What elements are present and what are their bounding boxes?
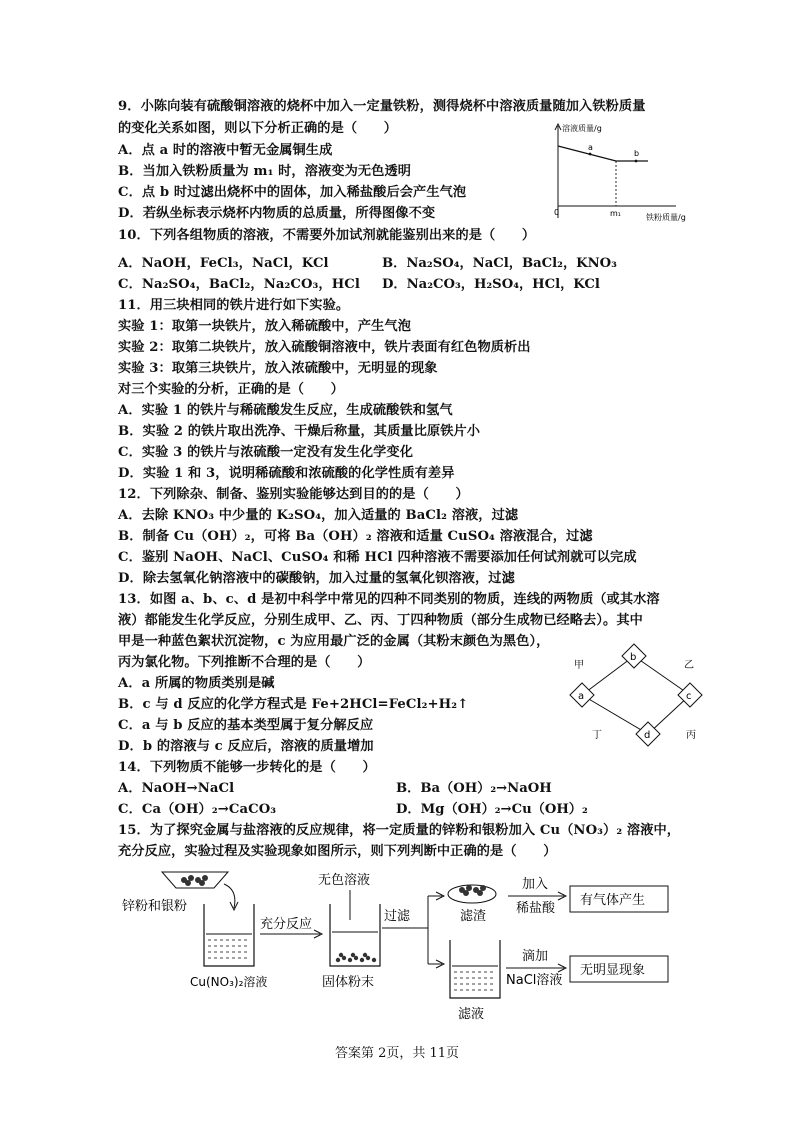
residue-dish (448, 885, 496, 903)
q12-option-b: B．制备 Cu（OH）₂，可将 Ba（OH）₂ 溶液和适量 CuSO₄ 溶液混合，过滤 (118, 529, 593, 544)
q13-option-b: B．c 与 d 反应的化学方程式是 Fe+2HCl=FeCl₂+H₂↑ (118, 697, 469, 712)
q11-stem2: 对三个实验的分析，正确的是（ ） (118, 382, 344, 397)
drop-label: 滴加 (522, 949, 549, 964)
pour-arrow (224, 884, 235, 908)
q10-option-d: D．Na₂CO₃，H₂SO₄，HCl，KCl (382, 277, 600, 292)
acid-label: 稀盐酸 (516, 901, 556, 916)
q13-stem-line1: 13．如图 a、b、c、d 是初中科学中常见的四种不同类别的物质，连线的两物质（或其水溶 (118, 592, 660, 607)
product-jia: 甲 (574, 660, 584, 671)
point-b-label: b (634, 149, 640, 158)
colorless-label: 无色溶液 (318, 873, 371, 888)
q9-mass-graph (548, 118, 694, 224)
no-change-result: 无明显现象 (580, 963, 646, 978)
node-b-label: b (630, 652, 637, 663)
residue-label: 滤渣 (460, 909, 487, 924)
point-b-dot (635, 160, 638, 163)
q11-option-d: D．实验 1 和 3，说明稀硫酸和浓硫酸的化学性质有差异 (118, 466, 455, 481)
q9-option-b: B．当加入铁粉质量为 m₁ 时，溶液变为无色透明 (118, 164, 412, 179)
point-a-dot (589, 153, 592, 156)
q10-option-c: C．Na₂SO₄，BaCl₂，Na₂CO₃，HCl (118, 277, 360, 292)
beaker-3-liquid (454, 972, 496, 990)
q11-option-a: A．实验 1 的铁片与稀硫酸发生反应，生成硫酸铁和氢气 (118, 403, 453, 418)
q10-option-b: B．Na₂SO₄，NaCl，BaCl₂，KNO₃ (382, 256, 617, 271)
q12-option-c: C．鉴别 NaOH、NaCl、CuSO₄ 和稀 HCl 四种溶液不需要添加任何试剂就可以完成 (118, 550, 637, 565)
q13-stem-line2: 液）都能发生化学反应，分别生成甲、乙、丙、丁四种物质（部分生成物已经略去）。其中 (118, 613, 643, 628)
q9-option-a: A．点 a 时的溶液中暂无金属铜生成 (118, 143, 333, 158)
q11-exp1: 实验 1：取第一块铁片，放入稀硫酸中，产生气泡 (118, 319, 412, 334)
q10-stem: 10．下列各组物质的溶液，不需要外加试剂就能鉴别出来的是（ ） (118, 228, 536, 243)
q13-option-c: C．a 与 b 反应的基本类型属于复分解反应 (118, 718, 374, 733)
q15-stem-line2: 充分反应，实验过程及实验现象如图所示，则下列判断中正确的是（ ） (118, 844, 557, 859)
product-yi: 乙 (684, 660, 694, 671)
page-footer: 答案第 2页，共 11页 (334, 1046, 460, 1061)
link-b-c (634, 656, 690, 695)
q14-option-a: A．NaOH→NaCl (118, 781, 235, 796)
solid-label: 固体粉末 (322, 975, 375, 990)
q11-exp3: 实验 3：取第三块铁片，放入浓硫酸中，无明显的现象 (118, 361, 438, 376)
gas-result: 有气体产生 (580, 893, 646, 908)
q13-stem-line4: 丙为氯化物。下列推断不合理的是（ ） (118, 655, 371, 670)
q12-option-d: D．除去氢氧化钠溶液中的碳酸钠，加入过量的氢氧化钡溶液，过滤 (118, 571, 515, 586)
q13-option-a: A．a 所属的物质类别是碱 (118, 676, 275, 691)
q11-exp2: 实验 2：取第二块铁片，放入硫酸铜溶液中，铁片表面有红色物质析出 (118, 340, 531, 355)
node-c-label: c (686, 691, 692, 702)
q11-stem: 11．用三块相同的铁片进行如下实验。 (118, 298, 350, 313)
product-bing: 丙 (686, 730, 696, 741)
solid-powder-icon (336, 953, 376, 962)
beaker-1 (204, 904, 254, 966)
q9-stem-line1: 9．小陈向装有硫酸铜溶液的烧杯中加入一定量铁粉，测得烧杯中溶液质量随加入铁粉质量 (118, 99, 646, 114)
y-axis-label: 溶液质量/g (562, 124, 602, 133)
q13-option-d: D．b 的溶液与 c 反应后，溶液的质量增加 (118, 739, 374, 754)
link-a-d (582, 695, 648, 734)
q14-option-b: B．Ba（OH）₂→NaOH (396, 781, 552, 796)
q9-option-c: C．点 b 时过滤出烧杯中的固体，加入稀盐酸后会产生气泡 (118, 185, 467, 200)
product-ding: 丁 (592, 730, 602, 741)
q14-stem: 14．下列物质不能够一步转化的是（ ） (118, 760, 376, 775)
q10-option-a: A．NaOH，FeCl₃，NaCl，KCl (118, 256, 329, 271)
filter-label: 过滤 (384, 909, 411, 924)
origin-label: 0 (554, 208, 560, 217)
m1-label: m₁ (610, 209, 621, 218)
q11-option-c: C．实验 3 的铁片与浓硫酸一定没有发生化学变化 (118, 445, 414, 460)
q15-stem-line1: 15．为了探究金属与盐溶液的反应规律，将一定质量的锌粉和银粉加入 Cu（NO₃）₂ 溶液中， (118, 823, 681, 838)
x-axis-label: 铁粉质量/g (646, 213, 686, 222)
q13-stem-line3: 甲是一种蓝色絮状沉淀物，c 为应用最广泛的金属（其粉末颜色为黑色）， (118, 634, 550, 649)
nacl-label: NaCl溶液 (506, 973, 563, 988)
q11-option-b: B．实验 2 的铁片取出洗净、干燥后称量，其质量比原铁片小 (118, 424, 481, 439)
filtrate-label: 滤液 (458, 1007, 485, 1022)
solution-label: Cu(NO₃)₂溶液 (190, 975, 268, 989)
q13-relation-diagram (566, 640, 716, 750)
q9-option-d: D．若纵坐标表示烧杯内物质的总质量，所得图像不变 (118, 206, 436, 221)
powder-label: 锌粉和银粉 (122, 899, 188, 914)
q14-option-d: D．Mg（OH）₂→Cu（OH）₂ (396, 802, 588, 817)
q14-option-c: C．Ca（OH）₂→CaCO₃ (118, 802, 277, 817)
beaker-1-liquid (208, 940, 250, 958)
q12-stem: 12．下列除杂、制备、鉴别实验能够达到目的的是（ ） (118, 487, 469, 502)
node-a-label: a (578, 691, 585, 702)
add-label: 加入 (522, 877, 549, 892)
link-b-a (582, 656, 634, 695)
react-label: 充分反应 (260, 917, 313, 932)
point-a-label: a (588, 143, 593, 152)
q9-stem-line2: 的变化关系如图，则以下分析正确的是（ ） (118, 121, 398, 136)
q12-option-a: A．去除 KNO₃ 中少量的 K₂SO₄，加入适量的 BaCl₂ 溶液，过滤 (118, 508, 519, 523)
q15-flow-diagram (118, 862, 678, 1032)
node-d-label: d (644, 730, 651, 741)
beaker-3 (450, 940, 500, 998)
